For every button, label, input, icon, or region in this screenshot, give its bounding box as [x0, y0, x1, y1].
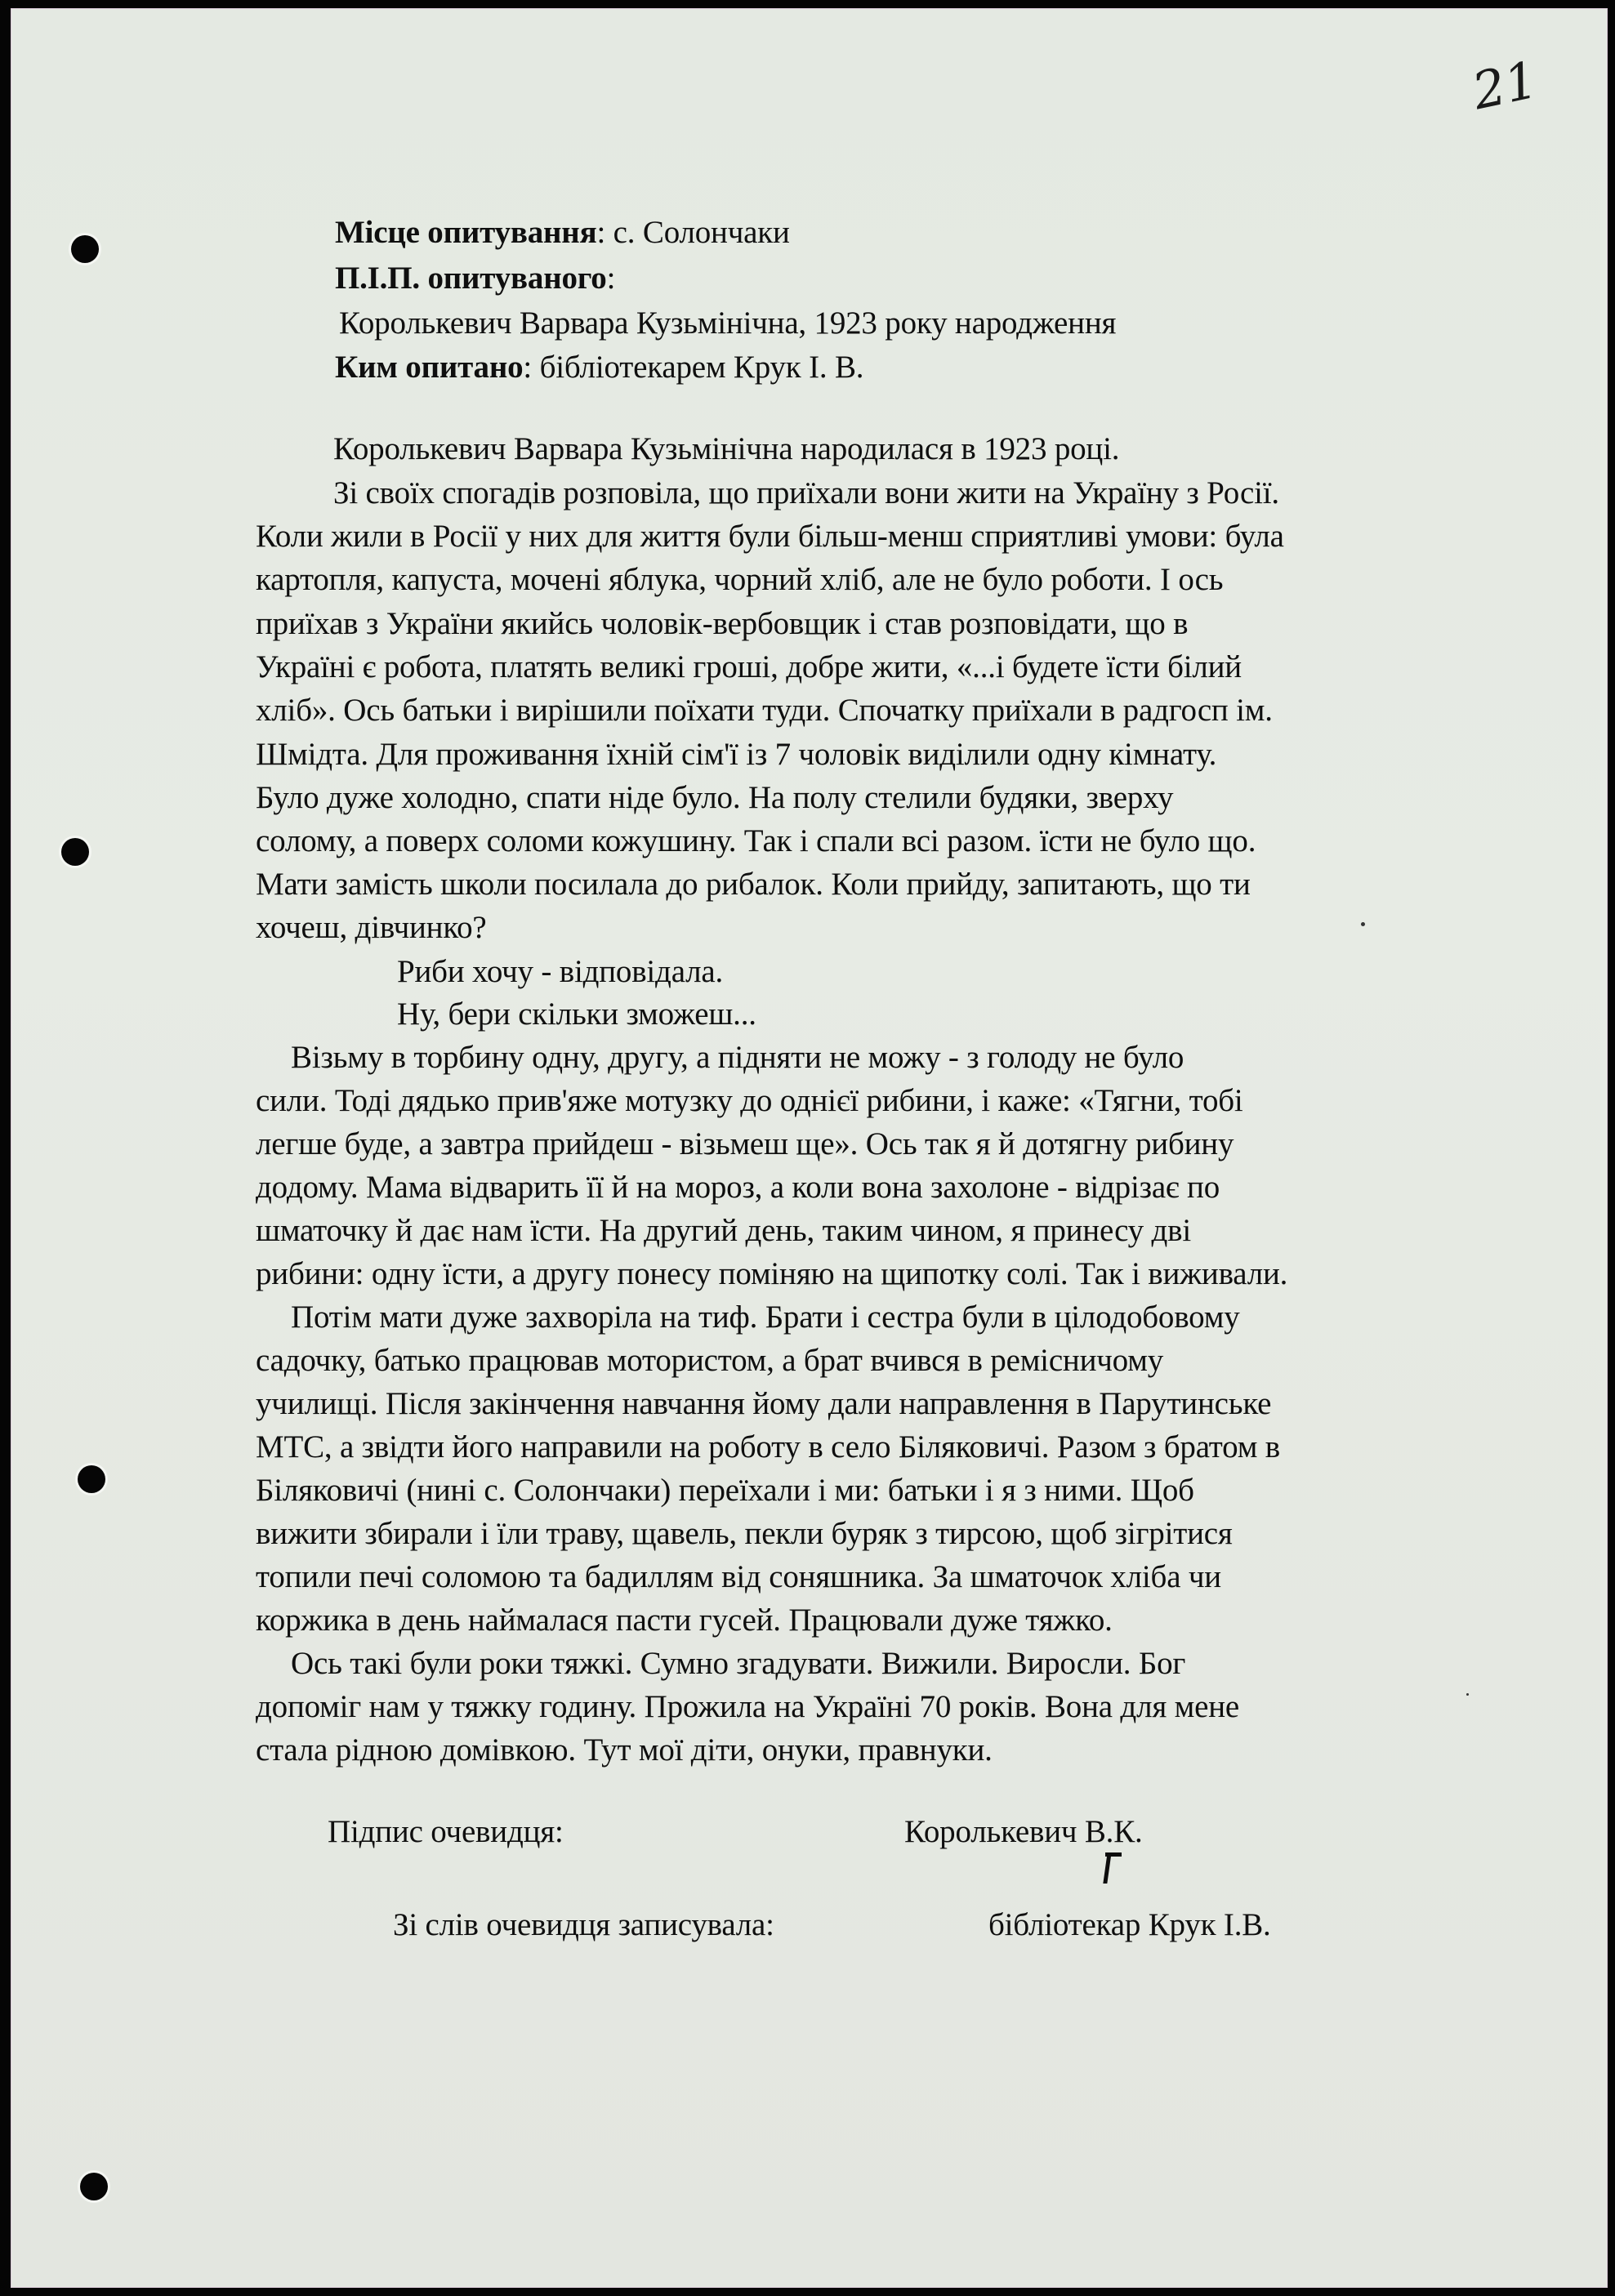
dialogue-line: Риби хочу - відповідала. [397, 954, 724, 989]
body-line: хліб». Ось батьки і вирішили поїхати туди. Спочатку приїхали в радгосп ім. [256, 693, 1273, 728]
body-line: Україні є робота, платять великі гроші, добре жити, «...і будете їсти білий [256, 649, 1242, 684]
body-line: Мати замість школи посилала до рибалок. Коли прийду, запитають, що ти [256, 867, 1251, 902]
respondent-value: Королькевич Варвара Кузьмінічна, 1923 року народження [339, 305, 1117, 341]
punch-hole [80, 2173, 108, 2200]
body-line: шматочку й дає нам їсти. На другий день, таким чином, я принесу дві [256, 1213, 1192, 1248]
body-line: МТС, а звідти його направили на роботу в село Біляковичі. Разом з братом в [256, 1429, 1280, 1465]
body-line: вижити збирали і їли траву, щавель, пекли буряк з тирсою, щоб зігрітися [256, 1516, 1233, 1551]
body-line: допоміг нам у тяжку годину. Прожила на Україні 70 років. Вона для мене [256, 1689, 1239, 1724]
header-respondent [335, 256, 615, 300]
header-place [335, 211, 790, 254]
recorder-label: Зі слів очевидця записувала: [393, 1907, 774, 1942]
dialogue-line: Ну, бери скільки зможеш... [397, 996, 756, 1032]
witness-signature-name: Королькевич В.К. [904, 1814, 1143, 1849]
body-line: Потім мати дуже захворіла на тиф. Брати і сестра були в цілодобовому [291, 1300, 1240, 1335]
paper-speck [1466, 1693, 1469, 1696]
body-line: хочеш, дівчинко? [256, 910, 487, 945]
body-line: сили. Тоді дядько прив'яже мотузку до однієї рибини, і каже: «Тягни, тобі [256, 1083, 1243, 1118]
witness-signature-label: Підпис очевидця: [328, 1814, 564, 1849]
respondent-colon: : [606, 261, 616, 296]
respondent-label: П.І.П. опитуваного [335, 261, 607, 296]
body-line: Біляковичі (нині с. Солончаки) переїхали і ми: батьки і я з ними. Щоб [256, 1473, 1194, 1508]
body-line: легше буде, а завтра прийдеш - візьмеш ще». Ось так я й дотягну рибину [256, 1126, 1234, 1161]
body-line: садочку, батько працював мотористом, а брат вчився в ремісничому [256, 1343, 1164, 1378]
body-line: рибини: одну їсти, а другу понесу поміняю на щипотку солі. Так і виживали. [256, 1256, 1288, 1291]
punch-hole [71, 235, 99, 263]
body-line: Було дуже холодно, спати ніде було. На полу стелили будяки, зверху [256, 780, 1174, 815]
punch-hole [78, 1465, 105, 1493]
body-line: Зі своїх спогадів розповіла, що приїхали вони жити на Україну з Росії. [333, 475, 1279, 510]
body-line: солому, а поверх соломи кожушину. Так і спали всі разом. їсти не було що. [256, 823, 1256, 858]
handwritten-signature-mark [1104, 1852, 1122, 1884]
body-line: топили печі соломою та бадиллям від соняшника. За шматочок хліба чи [256, 1559, 1221, 1594]
body-line: Шмідта. Для проживання їхній сім'ї із 7 чоловік виділили одну кімнату. [256, 737, 1217, 772]
paper-speck [1361, 922, 1365, 926]
body-line: приїхав з України якийсь чоловік-вербовщик і став розповідати, що в [256, 606, 1189, 641]
punch-hole [61, 838, 89, 866]
body-line: училищі. Після закінчення навчання йому дали направлення в Парутинське [256, 1386, 1272, 1421]
document-page [11, 8, 1608, 2288]
body-line: стала рідною домівкою. Тут мої діти, онуки, правнуки. [256, 1732, 993, 1768]
interviewer-value: : бібліотекарем Крук І. В. [523, 350, 864, 385]
body-line: коржика в день наймалася пасти гусей. Працювали дуже тяжко. [256, 1603, 1113, 1638]
place-label: Місце опитування [335, 215, 597, 250]
header-interviewer [335, 346, 863, 389]
body-line: картопля, капуста, мочені яблука, чорний хліб, але не було роботи. І ось [256, 562, 1224, 597]
body-line: Ось такі були роки тяжкі. Сумно згадувати. Вижили. Виросли. Бог [291, 1646, 1186, 1681]
body-line: Королькевич Варвара Кузьмінічна народилася в 1923 році. [333, 431, 1120, 466]
place-value: : с. Солончаки [596, 215, 790, 250]
body-line: додому. Мама відварить її й на мороз, а коли вона захолоне - відрізає по [256, 1170, 1220, 1205]
recorder-name: бібліотекар Крук І.В. [988, 1907, 1271, 1942]
body-line: Коли жили в Росії у них для життя були більш-менш сприятливі умови: була [256, 519, 1284, 554]
interviewer-label: Ким опитано [335, 350, 524, 385]
folio-number: 21 [1467, 49, 1543, 122]
body-line: Візьму в торбину одну, другу, а підняти не можу - з голоду не було [291, 1040, 1184, 1075]
